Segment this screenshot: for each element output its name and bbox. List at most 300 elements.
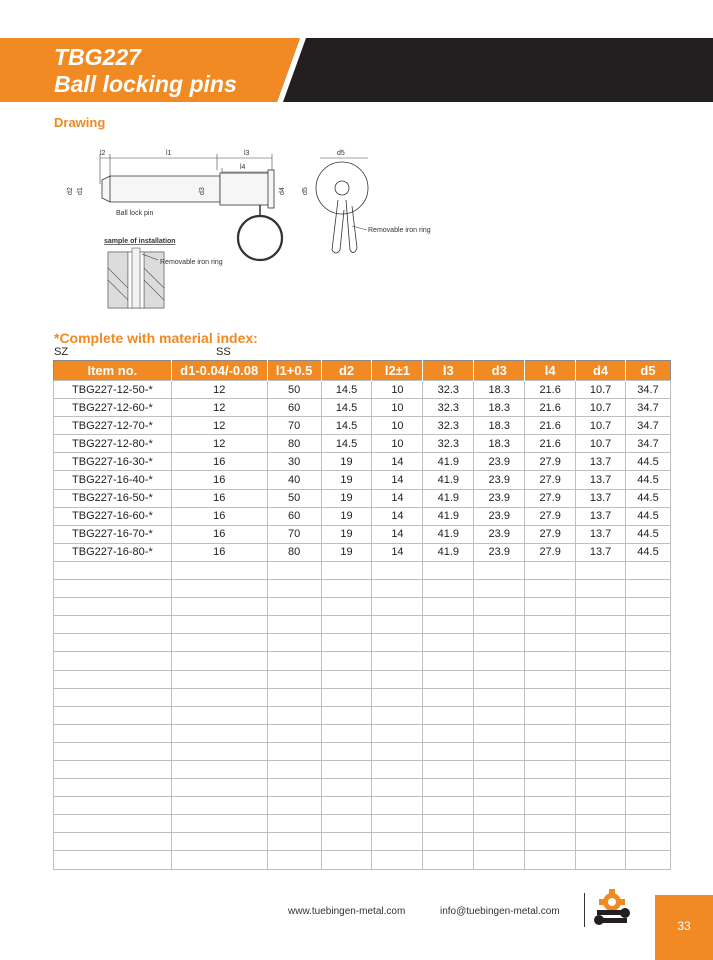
table-cell: 34.7 xyxy=(626,417,671,435)
table-cell xyxy=(372,688,423,706)
table-cell xyxy=(372,652,423,670)
footer-website[interactable]: www.tuebingen-metal.com xyxy=(288,906,406,917)
column-header: l1+0.5 xyxy=(267,361,321,381)
table-cell: 16 xyxy=(171,543,267,561)
table-cell xyxy=(474,742,525,760)
table-cell: 19 xyxy=(321,525,372,543)
table-cell: 12 xyxy=(171,417,267,435)
table-cell: 19 xyxy=(321,543,372,561)
table-row xyxy=(54,417,671,435)
table-cell xyxy=(267,598,321,616)
table-cell: 70 xyxy=(267,417,321,435)
table-cell: 16 xyxy=(171,453,267,471)
table-cell xyxy=(576,833,626,851)
table-row xyxy=(54,489,671,507)
table-cell xyxy=(321,815,372,833)
technical-drawing xyxy=(62,140,442,320)
column-header: l4 xyxy=(525,361,576,381)
table-cell xyxy=(372,797,423,815)
table-row-empty xyxy=(54,670,671,688)
table-cell: 23.9 xyxy=(474,489,525,507)
table-cell xyxy=(423,652,474,670)
dim-d1: d1 xyxy=(77,187,84,195)
table-row xyxy=(54,507,671,525)
table-cell xyxy=(626,634,671,652)
table-cell xyxy=(267,580,321,598)
table-cell: 14.5 xyxy=(321,417,372,435)
table-cell xyxy=(576,706,626,724)
table-cell: 60 xyxy=(267,399,321,417)
dim-l4: l4 xyxy=(240,164,246,171)
table-cell: 14.5 xyxy=(321,399,372,417)
table-cell: 21.6 xyxy=(525,417,576,435)
table-cell xyxy=(321,634,372,652)
table-row-empty xyxy=(54,634,671,652)
table-row-empty xyxy=(54,724,671,742)
table-cell xyxy=(372,706,423,724)
table-cell xyxy=(372,815,423,833)
table-cell xyxy=(54,561,172,579)
table-row-empty xyxy=(54,833,671,851)
table-cell xyxy=(321,779,372,797)
table-cell xyxy=(171,652,267,670)
table-cell xyxy=(171,779,267,797)
table-cell xyxy=(171,580,267,598)
table-cell: 27.9 xyxy=(525,489,576,507)
table-cell xyxy=(474,797,525,815)
table-cell: 34.7 xyxy=(626,399,671,417)
table-cell: 44.5 xyxy=(626,471,671,489)
material-ss: SS xyxy=(216,346,231,358)
table-cell: 14 xyxy=(372,471,423,489)
table-cell xyxy=(626,724,671,742)
table-cell xyxy=(372,760,423,778)
table-cell xyxy=(576,580,626,598)
table-cell: 32.3 xyxy=(423,435,474,453)
table-cell xyxy=(576,688,626,706)
table-cell xyxy=(171,724,267,742)
table-cell xyxy=(321,652,372,670)
column-header: d5 xyxy=(626,361,671,381)
table-cell: 30 xyxy=(267,453,321,471)
table-cell: TBG227-16-30-* xyxy=(54,453,172,471)
label-removable-ring: Removable iron ring xyxy=(368,227,431,234)
table-cell xyxy=(171,742,267,760)
table-cell xyxy=(525,742,576,760)
table-cell: 13.7 xyxy=(576,471,626,489)
dim-d2: d2 xyxy=(67,187,74,195)
table-row xyxy=(54,399,671,417)
table-cell xyxy=(321,833,372,851)
table-cell xyxy=(267,760,321,778)
table-row xyxy=(54,453,671,471)
table-row-empty xyxy=(54,742,671,760)
table-cell xyxy=(54,797,172,815)
table-cell xyxy=(54,724,172,742)
table-cell xyxy=(321,580,372,598)
table-cell: 60 xyxy=(267,507,321,525)
table-cell xyxy=(267,779,321,797)
table-cell xyxy=(576,742,626,760)
table-cell xyxy=(474,616,525,634)
table-cell xyxy=(267,561,321,579)
table-cell: 12 xyxy=(171,435,267,453)
label-removable-ring-2: Removable iron ring xyxy=(160,259,223,266)
table-cell xyxy=(267,652,321,670)
table-cell xyxy=(525,580,576,598)
table-cell xyxy=(626,561,671,579)
table-cell: 14 xyxy=(372,507,423,525)
table-cell: 21.6 xyxy=(525,381,576,399)
table-cell xyxy=(321,616,372,634)
table-body xyxy=(54,381,671,870)
product-name: Ball locking pins xyxy=(54,71,237,97)
table-cell xyxy=(626,815,671,833)
table-cell xyxy=(626,670,671,688)
table-cell xyxy=(474,580,525,598)
table-cell xyxy=(525,851,576,869)
table-cell xyxy=(267,688,321,706)
table-cell: 50 xyxy=(267,381,321,399)
table-cell: 70 xyxy=(267,525,321,543)
table-cell: 14.5 xyxy=(321,381,372,399)
table-cell: 50 xyxy=(267,489,321,507)
table-cell: 10.7 xyxy=(576,399,626,417)
table-cell xyxy=(423,851,474,869)
table-cell xyxy=(423,742,474,760)
table-cell xyxy=(474,670,525,688)
table-cell xyxy=(372,670,423,688)
table-cell xyxy=(372,616,423,634)
table-cell xyxy=(626,779,671,797)
table-cell xyxy=(171,616,267,634)
table-cell: 41.9 xyxy=(423,471,474,489)
table-cell xyxy=(423,634,474,652)
table-cell xyxy=(423,688,474,706)
table-cell xyxy=(267,724,321,742)
table-cell: 12 xyxy=(171,399,267,417)
table-cell xyxy=(54,580,172,598)
table-cell xyxy=(372,833,423,851)
table-cell: 10.7 xyxy=(576,417,626,435)
table-cell: 80 xyxy=(267,435,321,453)
table-row-empty xyxy=(54,797,671,815)
column-header: d1-0.04/-0.08 xyxy=(171,361,267,381)
table-cell: 19 xyxy=(321,507,372,525)
table-cell xyxy=(321,851,372,869)
table-cell: 13.7 xyxy=(576,507,626,525)
table-row-empty xyxy=(54,652,671,670)
table-cell xyxy=(474,815,525,833)
table-cell: 23.9 xyxy=(474,507,525,525)
footer-divider xyxy=(584,893,585,927)
table-cell xyxy=(423,670,474,688)
dim-d5-side: d5 xyxy=(302,187,309,195)
table-cell xyxy=(267,616,321,634)
table-cell xyxy=(54,815,172,833)
table-cell xyxy=(626,851,671,869)
table-cell: 27.9 xyxy=(525,507,576,525)
table-row-empty xyxy=(54,580,671,598)
table-cell: TBG227-16-40-* xyxy=(54,471,172,489)
table-cell xyxy=(525,616,576,634)
table-cell: 12 xyxy=(171,381,267,399)
table-cell: 27.9 xyxy=(525,543,576,561)
table-cell xyxy=(576,670,626,688)
table-cell xyxy=(474,779,525,797)
column-header: l3 xyxy=(423,361,474,381)
table-cell xyxy=(474,760,525,778)
table-cell xyxy=(54,634,172,652)
table-cell xyxy=(525,688,576,706)
table-cell xyxy=(474,634,525,652)
table-cell xyxy=(525,833,576,851)
table-cell xyxy=(423,706,474,724)
table-row-empty xyxy=(54,779,671,797)
table-cell xyxy=(576,561,626,579)
table-cell xyxy=(626,616,671,634)
table-cell: TBG227-16-70-* xyxy=(54,525,172,543)
table-cell xyxy=(423,760,474,778)
table-cell: TBG227-16-50-* xyxy=(54,489,172,507)
table-cell xyxy=(321,797,372,815)
table-cell: 80 xyxy=(267,543,321,561)
table-row xyxy=(54,525,671,543)
table-cell: 18.3 xyxy=(474,417,525,435)
table-cell: 41.9 xyxy=(423,543,474,561)
table-row xyxy=(54,435,671,453)
table-cell xyxy=(576,616,626,634)
dim-l3: l3 xyxy=(244,150,250,157)
specification-table xyxy=(53,360,671,870)
table-cell: 40 xyxy=(267,471,321,489)
table-cell: 23.9 xyxy=(474,453,525,471)
table-cell: 10 xyxy=(372,435,423,453)
page-number: 33 xyxy=(655,895,713,960)
table-cell xyxy=(576,652,626,670)
table-cell xyxy=(171,688,267,706)
table-row-empty xyxy=(54,598,671,616)
table-cell xyxy=(267,797,321,815)
table-row-empty xyxy=(54,815,671,833)
table-cell xyxy=(423,815,474,833)
table-cell xyxy=(54,760,172,778)
table-cell: 14 xyxy=(372,453,423,471)
table-cell: 44.5 xyxy=(626,489,671,507)
table-cell xyxy=(54,652,172,670)
table-cell: 41.9 xyxy=(423,507,474,525)
table-cell xyxy=(171,833,267,851)
table-row-empty xyxy=(54,760,671,778)
table-cell xyxy=(171,797,267,815)
table-cell: 18.3 xyxy=(474,435,525,453)
table-cell: 41.9 xyxy=(423,489,474,507)
table-cell xyxy=(171,851,267,869)
table-cell xyxy=(54,598,172,616)
table-cell xyxy=(626,833,671,851)
table-cell xyxy=(54,688,172,706)
drawing-heading: Drawing xyxy=(54,115,106,130)
table-cell: 16 xyxy=(171,507,267,525)
table-row-empty xyxy=(54,616,671,634)
table-header-row xyxy=(54,361,671,381)
column-header: d2 xyxy=(321,361,372,381)
table-cell xyxy=(525,561,576,579)
table-cell xyxy=(267,670,321,688)
table-cell xyxy=(267,851,321,869)
table-cell: 41.9 xyxy=(423,453,474,471)
table-cell xyxy=(54,742,172,760)
table-cell: 10 xyxy=(372,399,423,417)
table-cell: 34.7 xyxy=(626,435,671,453)
table-cell xyxy=(474,652,525,670)
gear-wrench-logo-icon xyxy=(593,888,631,928)
table-cell xyxy=(423,797,474,815)
table-cell xyxy=(576,760,626,778)
table-cell xyxy=(372,634,423,652)
table-cell: 16 xyxy=(171,471,267,489)
table-cell: 21.6 xyxy=(525,399,576,417)
table-cell: 23.9 xyxy=(474,471,525,489)
table-cell: 18.3 xyxy=(474,399,525,417)
table-cell xyxy=(171,634,267,652)
table-cell: 34.7 xyxy=(626,381,671,399)
table-cell xyxy=(321,724,372,742)
table-cell xyxy=(171,815,267,833)
table-cell xyxy=(423,561,474,579)
column-header: l2±1 xyxy=(372,361,423,381)
table-cell xyxy=(525,760,576,778)
table-row xyxy=(54,471,671,489)
table-cell: 10.7 xyxy=(576,435,626,453)
table-cell xyxy=(626,797,671,815)
column-header: d3 xyxy=(474,361,525,381)
table-cell xyxy=(54,706,172,724)
table-cell xyxy=(171,706,267,724)
dim-l1: l1 xyxy=(166,150,172,157)
table-cell xyxy=(267,706,321,724)
table-cell xyxy=(267,634,321,652)
table-cell xyxy=(576,851,626,869)
table-cell: 16 xyxy=(171,525,267,543)
table-cell: 27.9 xyxy=(525,471,576,489)
table-row-empty xyxy=(54,688,671,706)
table-cell xyxy=(474,598,525,616)
table-cell: 27.9 xyxy=(525,525,576,543)
dim-d4: d4 xyxy=(279,187,286,195)
table-cell: 10.7 xyxy=(576,381,626,399)
table-cell xyxy=(576,724,626,742)
table-cell xyxy=(423,616,474,634)
table-cell xyxy=(267,742,321,760)
table-cell xyxy=(626,760,671,778)
table-cell xyxy=(321,688,372,706)
table-cell: TBG227-16-80-* xyxy=(54,543,172,561)
table-cell: 19 xyxy=(321,471,372,489)
table-cell: 14 xyxy=(372,525,423,543)
footer-email[interactable]: info@tuebingen-metal.com xyxy=(440,906,560,917)
table-cell: 10 xyxy=(372,381,423,399)
table-cell xyxy=(525,724,576,742)
page-header xyxy=(0,38,713,102)
table-cell xyxy=(171,598,267,616)
table-cell xyxy=(626,580,671,598)
table-cell xyxy=(474,688,525,706)
table-cell xyxy=(626,742,671,760)
table-cell: 19 xyxy=(321,453,372,471)
table-cell: 23.9 xyxy=(474,543,525,561)
table-cell xyxy=(372,851,423,869)
table-cell: 23.9 xyxy=(474,525,525,543)
table-cell xyxy=(525,652,576,670)
table-cell xyxy=(321,598,372,616)
table-cell xyxy=(423,724,474,742)
table-cell xyxy=(525,634,576,652)
table-cell xyxy=(423,779,474,797)
table-cell xyxy=(267,815,321,833)
product-code: TBG227 xyxy=(54,44,141,70)
table-cell xyxy=(474,706,525,724)
table-cell xyxy=(171,760,267,778)
table-cell: 18.3 xyxy=(474,381,525,399)
dim-d3: d3 xyxy=(199,187,206,195)
table-cell: 21.6 xyxy=(525,435,576,453)
table-cell: 32.3 xyxy=(423,399,474,417)
column-header: Item no. xyxy=(54,361,172,381)
dim-l2: l2 xyxy=(100,150,106,157)
table-cell xyxy=(54,851,172,869)
table-cell xyxy=(626,688,671,706)
table-row-empty xyxy=(54,851,671,869)
table-cell xyxy=(372,580,423,598)
table-cell xyxy=(372,598,423,616)
drawing-svg xyxy=(62,140,442,320)
table-cell xyxy=(576,815,626,833)
table-cell xyxy=(576,634,626,652)
table-cell: 14.5 xyxy=(321,435,372,453)
table-cell: 44.5 xyxy=(626,543,671,561)
table-cell: 19 xyxy=(321,489,372,507)
table-cell xyxy=(626,652,671,670)
table-cell xyxy=(474,561,525,579)
table-cell: TBG227-12-50-* xyxy=(54,381,172,399)
table-cell xyxy=(474,851,525,869)
table-row-empty xyxy=(54,706,671,724)
table-cell: 32.3 xyxy=(423,417,474,435)
table-cell xyxy=(54,616,172,634)
dim-d5-top: d5 xyxy=(337,150,345,157)
table-cell xyxy=(321,760,372,778)
table-cell xyxy=(525,779,576,797)
table-cell xyxy=(321,742,372,760)
table-cell: 41.9 xyxy=(423,525,474,543)
table-cell: 44.5 xyxy=(626,507,671,525)
table-cell: TBG227-12-70-* xyxy=(54,417,172,435)
table-cell xyxy=(423,598,474,616)
table-cell xyxy=(576,598,626,616)
table-cell: TBG227-16-60-* xyxy=(54,507,172,525)
table-cell xyxy=(474,833,525,851)
table-cell: TBG227-12-60-* xyxy=(54,399,172,417)
table-cell xyxy=(54,670,172,688)
table-cell xyxy=(423,580,474,598)
material-sz: SZ xyxy=(54,346,69,358)
table-cell: 13.7 xyxy=(576,489,626,507)
table-row-empty xyxy=(54,561,671,579)
label-ball-lock-pin: Ball lock pin xyxy=(116,210,154,217)
table-cell xyxy=(372,561,423,579)
table-cell xyxy=(525,598,576,616)
